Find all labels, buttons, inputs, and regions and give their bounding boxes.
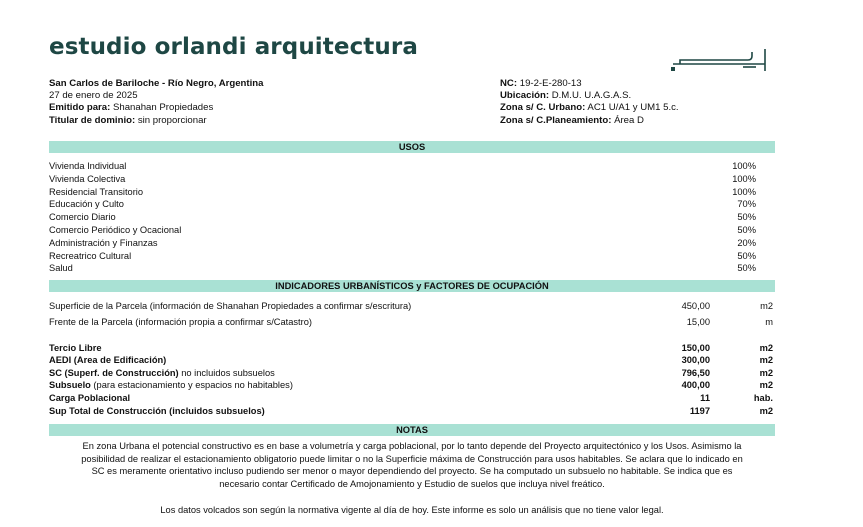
indicador-label — [49, 342, 102, 354]
header-right-line — [500, 115, 679, 127]
header-left — [49, 78, 263, 127]
header-left-key: San Carlos de Bariloche - Río Negro, Argentina — [49, 78, 264, 89]
indicador-row — [49, 379, 775, 391]
indicador-label — [49, 300, 411, 312]
header-right-key: NC: — [500, 78, 518, 89]
header-right-line — [500, 90, 679, 102]
indicador-value: 150,00 — [681, 343, 710, 353]
uso-label: Residencial Transitorio — [49, 186, 144, 197]
uso-value: 20% — [737, 237, 756, 248]
header-right-value: Área D — [611, 114, 644, 126]
indicador-label — [49, 354, 166, 366]
uso-value: 70% — [737, 199, 756, 210]
indicador-value: 450,00 — [681, 301, 710, 311]
indicador-row — [49, 367, 775, 379]
uso-label: Educación y Culto — [49, 199, 124, 210]
indicador-label-bold: Subsuelo — [49, 380, 91, 390]
uso-row — [49, 173, 775, 185]
uso-label: Vivienda Individual — [49, 161, 127, 171]
indicador-row — [49, 392, 775, 404]
uso-value: 50% — [737, 225, 756, 235]
indicador-unit: m — [765, 317, 773, 327]
indicador-row — [49, 342, 775, 354]
indicador-label-bold: SC (Superf. de Construcción) — [49, 368, 179, 378]
notes-line: SC es meramente orientativo incluso pudiendo ser menor o mayor dependiendo del proyecto. Se ha computado un subsuelo no habitable. Se indica que es — [91, 466, 733, 477]
indicadores-heading: INDICADORES URBANÍSTICOS y FACTORES DE OCUPACIÓN — [49, 280, 775, 292]
indicador-value: 15,00 — [686, 317, 710, 327]
uso-value: 100% — [732, 173, 756, 184]
uso-value: 100% — [732, 186, 756, 197]
header-right-value: AC1 U/A1 y UM1 5.c. — [585, 102, 679, 114]
header-left-line — [49, 115, 263, 127]
indicador-unit: m2 — [759, 406, 773, 416]
uso-row — [49, 160, 775, 172]
header-right — [500, 78, 679, 127]
indicador-label-text: Superficie de la Parcela (información de Shanahan Propiedades a confirmar s/escritura) — [49, 301, 412, 311]
uso-label: Administración y Finanzas — [49, 237, 158, 248]
indicador-unit: m2 — [759, 380, 773, 390]
header-left-value: 27 de enero de 2025 — [49, 90, 138, 102]
notes-text — [49, 440, 775, 490]
uso-label: Salud — [49, 263, 73, 274]
indicador-label-text: Frente de la Parcela (información propia a confirmar s/Catastro) — [49, 317, 313, 327]
uso-row — [49, 186, 775, 198]
uso-value: 50% — [737, 212, 756, 223]
header-left-key: Titular de dominio: — [49, 114, 136, 126]
uso-row — [49, 224, 775, 236]
header-left-line — [49, 78, 263, 90]
uso-row — [49, 237, 775, 249]
header-left-value: sin proporcionar — [135, 114, 207, 126]
indicador-unit: m2 — [759, 343, 773, 353]
indicador-unit: hab. — [753, 393, 773, 403]
indicador-value: 11 — [700, 393, 710, 403]
indicador-label-text: no incluidos subsuelos — [178, 368, 275, 378]
notas-heading: NOTAS — [49, 424, 775, 436]
header-left-key: Emitido para: — [49, 102, 111, 114]
indicador-row — [49, 300, 775, 312]
indicador-row — [49, 405, 775, 417]
uso-label: Comercio Periódico y Ocacional — [49, 225, 182, 235]
uso-value: 50% — [737, 263, 756, 274]
indicador-label — [49, 367, 275, 379]
indicador-label — [49, 405, 265, 417]
indicador-unit: m2 — [760, 301, 773, 311]
uso-row — [49, 262, 775, 274]
indicador-value: 796,50 — [681, 368, 710, 378]
indicador-unit: m2 — [759, 355, 773, 365]
indicador-value: 400,00 — [681, 380, 710, 390]
uso-row — [49, 211, 775, 223]
header-left-line — [49, 102, 263, 114]
notes-line: necesario contar Certificado de Amojonamiento y Estudio de suelos que incluya nivel freático. — [219, 478, 605, 489]
header-left-value: Shanahan Propiedades — [110, 102, 214, 114]
indicador-label-text: (para estacionamiento y espacios no habitables) — [90, 380, 293, 390]
indicador-label — [49, 316, 312, 328]
header-right-key: Ubicación: — [500, 90, 550, 102]
indicador-label — [49, 392, 130, 404]
indicador-value: 300,00 — [681, 355, 710, 365]
header-right-key: Zona s/ C.Planeamiento: — [500, 114, 612, 126]
header-right-line — [500, 78, 679, 90]
header-right-value: D.M.U. U.A.G.A.S. — [549, 90, 632, 102]
uso-value: 100% — [732, 161, 756, 171]
header-right-line — [500, 102, 679, 114]
indicador-label-bold: Tercio Libre — [49, 343, 102, 353]
indicador-row — [49, 354, 775, 366]
indicador-value: 1197 — [689, 406, 710, 416]
uso-label: Vivienda Colectiva — [49, 173, 126, 184]
notes-line: En zona Urbana el potencial constructivo es en base a volumetría y carga poblacional, por lo tanto depende del Proyecto arquitectónico y los Usos. Asimismo la — [82, 441, 742, 451]
architect-logo-icon — [668, 45, 768, 75]
indicador-label-bold: AEDI (Area de Edificación) — [49, 355, 167, 365]
page-title: estudio orlandi arquitectura — [49, 34, 418, 60]
indicador-label — [49, 379, 293, 391]
uso-row — [49, 250, 775, 262]
usos-heading: USOS — [49, 141, 775, 153]
indicador-label-bold: Sup Total de Construcción (incluidos subsuelos) — [49, 406, 265, 416]
header-left-line — [49, 90, 263, 102]
uso-label: Comercio Diario — [49, 212, 116, 223]
notes-line: posibilidad de realizar el estacionamiento obligatorio puede limitar o no la Superficie máxima de Construcción para usos habitables. Se aclara que lo indicado en — [81, 453, 743, 464]
indicador-unit: m2 — [759, 368, 773, 378]
header-right-value: 19-2-E-280-13 — [517, 78, 582, 89]
uso-row — [49, 198, 775, 210]
indicador-row — [49, 316, 775, 328]
uso-value: 50% — [737, 250, 756, 261]
indicador-label-bold: Carga Poblacional — [49, 393, 131, 403]
header-right-key: Zona s/ C. Urbano: — [500, 102, 586, 114]
uso-label: Recreatrico Cultural — [49, 250, 132, 261]
footer-disclaimer: Los datos volcados son según la normativa vigente al día de hoy. Este informe es solo un análisis que no tiene valor legal. — [160, 505, 664, 515]
